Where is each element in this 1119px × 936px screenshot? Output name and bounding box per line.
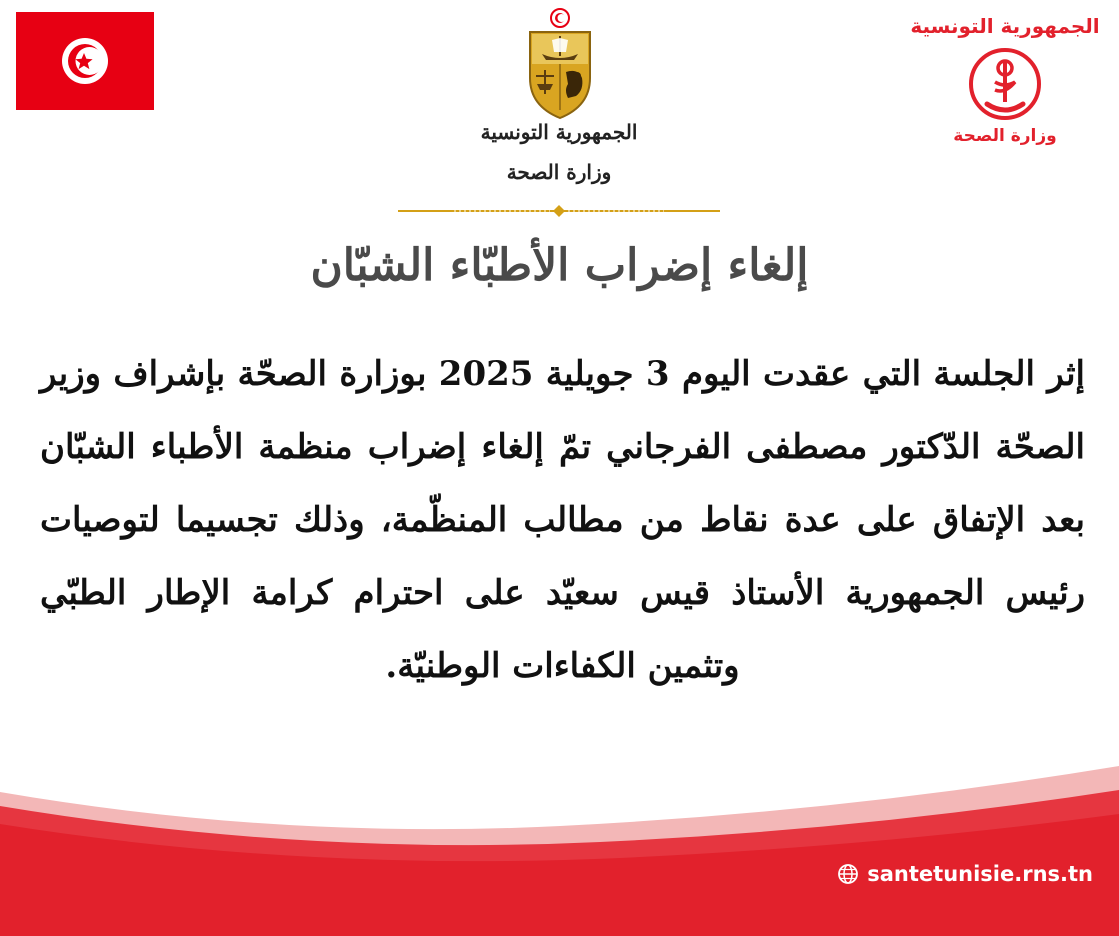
website-text: santetunisie.rns.tn xyxy=(867,862,1093,886)
headline: إلغاء إضراب الأطبّاء الشبّان xyxy=(310,240,809,291)
website-link[interactable] xyxy=(837,862,1093,886)
ministry-title: وزارة الصحة xyxy=(506,160,612,184)
coat-of-arms-icon xyxy=(522,6,598,122)
globe-icon xyxy=(837,863,859,885)
announcement-body: إثر الجلسة التي عقدت اليوم 3 جويلية 2025 بوزارة الصحّة بإشراف وزير الصحّة الدّكتور مصطفى الفرجاني تمّ إلغاء إضراب منظمة الأطباء الشبّان بعد الإتفاق على عدة نقاط من مطالب المنظّمة، وذلك تجسيما لتوصيات رئيس الجمهورية الأستاذ قيس سعيّد على احترام كرامة الإطار الطبّي وتثمين الكفاءات الوطنيّة. xyxy=(40,354,1085,686)
footer-banner xyxy=(0,740,1119,936)
logo-ministry-text: وزارة الصحة xyxy=(953,126,1057,146)
tunisian-flag-icon xyxy=(16,12,154,110)
gold-divider xyxy=(398,204,720,218)
ministry-logo-icon xyxy=(965,44,1045,124)
republic-title: الجمهورية التونسية xyxy=(480,120,638,144)
ministry-logo xyxy=(900,14,1110,164)
logo-republic-text: الجمهورية التونسية xyxy=(910,14,1100,38)
